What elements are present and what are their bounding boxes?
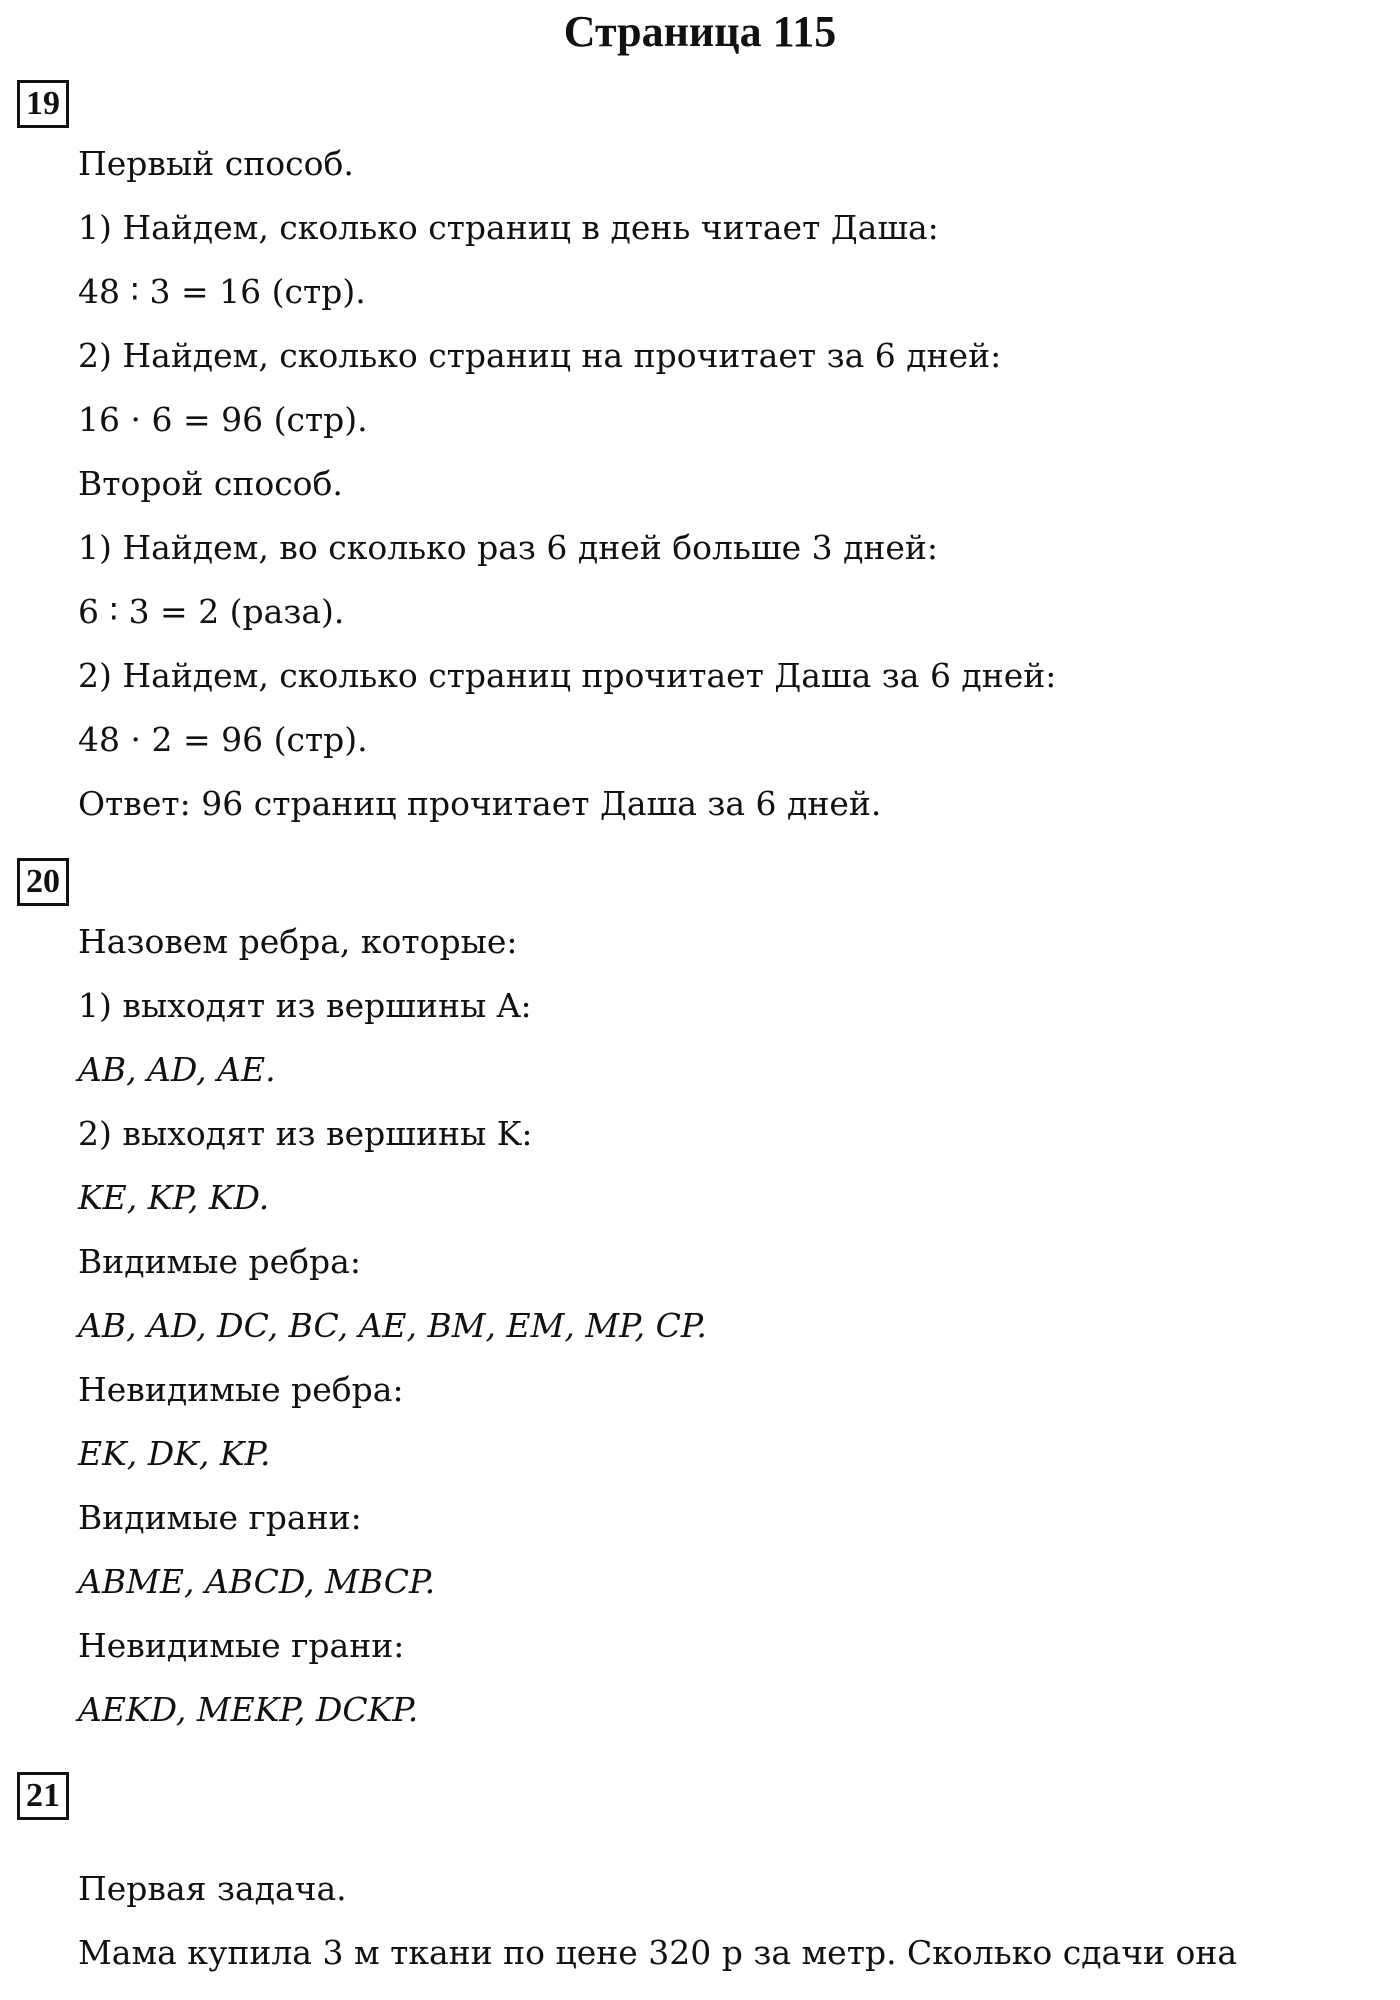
solution-line: 2) Найдем, сколько страниц прочитает Даша за 6 дней: (78, 656, 1057, 695)
solution-line: Ответ: 96 страниц прочитает Даша за 6 дней. (78, 784, 882, 823)
solution-lines (78, 910, 707, 1742)
solution-line: Невидимые ребра: (78, 1370, 404, 1409)
solution-line: 1) Найдем, сколько страниц в день читает Даша: (78, 208, 939, 247)
task-number-box: 21 (17, 1772, 69, 1820)
solution-line: 2) выходят из вершины K: (78, 1114, 533, 1153)
solution-lines (78, 1857, 1237, 1985)
solution-line: Видимые ребра: (78, 1242, 361, 1281)
solution-line: AB, AD, DC, BC, AE, BM, EM, MP, CP. (78, 1306, 707, 1345)
solution-line: EK, DK, KP. (78, 1434, 271, 1473)
solution-line: 1) выходят из вершины A: (78, 986, 532, 1025)
solution-line: Мама купила 3 м ткани по цене 320 р за метр. Сколько сдачи она (78, 1933, 1238, 1972)
solution-line: 2) Найдем, сколько страниц на прочитает за 6 дней: (78, 336, 1002, 375)
solution-line: 48 ∶ 3 = 16 (стр). (78, 272, 366, 311)
solution-line: Назовем ребра, которые: (78, 922, 518, 961)
solution-line: Второй способ. (78, 464, 343, 503)
solution-line: Видимые грани: (78, 1498, 362, 1537)
solution-line: Невидимые грани: (78, 1626, 405, 1665)
page-title: Страница 115 (563, 7, 837, 56)
solution-lines (78, 132, 1056, 836)
solution-line: AEKD, MEKP, DCKP. (78, 1690, 419, 1729)
task-number-box: 20 (17, 858, 69, 906)
solution-line: 6 ∶ 3 = 2 (раза). (78, 592, 345, 631)
solution-line: 1) Найдем, во сколько раз 6 дней больше 3 дней: (78, 528, 939, 567)
solution-line: ABME, ABCD, MBCP. (78, 1562, 436, 1601)
solution-line: 48 · 2 = 96 (стр). (78, 720, 368, 759)
solution-line: 16 · 6 = 96 (стр). (78, 400, 368, 439)
solution-line: KE, KP, KD. (78, 1178, 270, 1217)
solution-line: AB, AD, AE. (78, 1050, 276, 1089)
solution-line: Первая задача. (78, 1869, 347, 1908)
task-number-box: 19 (17, 80, 69, 128)
solution-line: Первый способ. (78, 144, 354, 183)
